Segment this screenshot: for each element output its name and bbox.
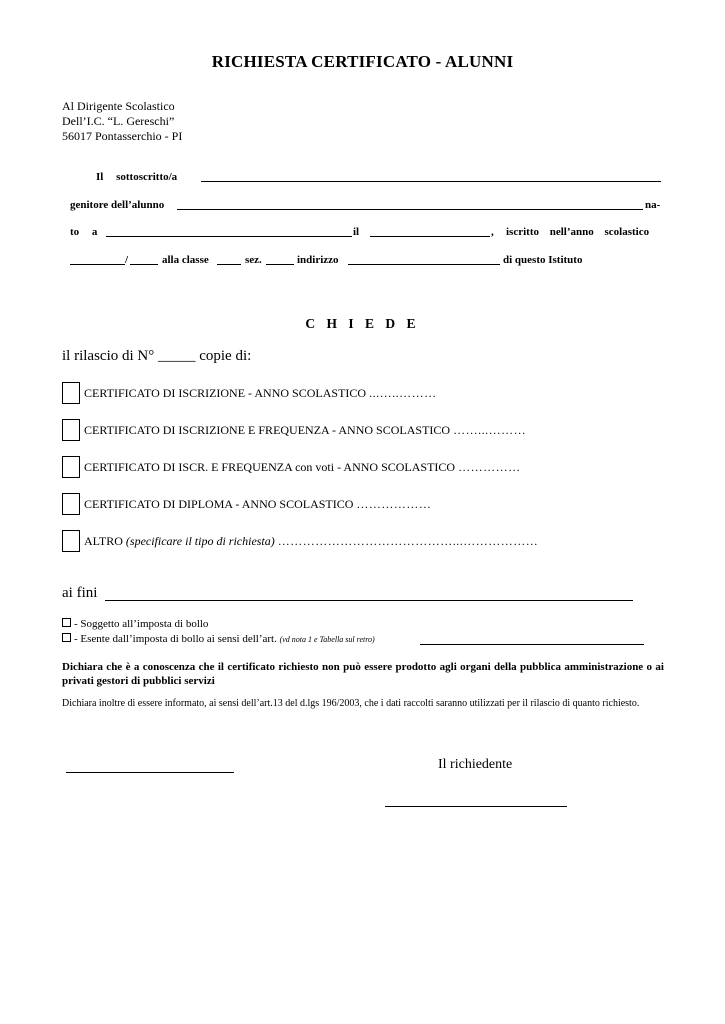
ai-fini-label: ai fini [62, 585, 98, 601]
classe-field[interactable] [217, 264, 241, 265]
nato-a-label: to a [70, 226, 98, 238]
slash-label: / [125, 254, 129, 266]
dichiara-conoscenza: Dichiara che è a conoscenza che il certificato richiesto non può essere prodotto agli organi della pubblica amministrazione o ai privati gestori di pubblici servizi [62, 661, 664, 687]
bollo-esente-label: - Esente dall’imposta di bollo ai sensi dell’art. [74, 633, 277, 645]
option-label: CERTIFICATO DI ISCRIZIONE - ANNO SCOLASTICO [84, 386, 367, 400]
recipient-line-2: Dell’I.C. “L. Gereschi” [62, 114, 175, 128]
luogo-nascita-field[interactable] [106, 236, 352, 237]
option-dots: ……...……… [453, 423, 527, 437]
option-checkbox-diploma[interactable] [62, 493, 80, 515]
page-title: RICHIESTA CERTIFICATO - ALUNNI [211, 52, 514, 71]
comma-label: , [491, 226, 494, 238]
firma-field[interactable] [385, 806, 567, 807]
bollo-soggetto-checkbox[interactable] [62, 618, 71, 627]
richiedente-label: Il richiedente [438, 757, 513, 772]
nato-hyphen-label: na- [645, 199, 661, 211]
option-label: CERTIFICATO DI ISCR. E FREQUENZA con voti - ANNO SCOLASTICO [84, 460, 456, 474]
recipient-line-1: Al Dirigente Scolastico [62, 99, 175, 113]
il-label: il [353, 226, 360, 238]
bollo-esente-note: (vd nota 1 e Tabella sul retro) [279, 635, 375, 644]
genitore-label: genitore dell’alunno [70, 199, 165, 211]
altro-dots: ……………………………………...……………… [277, 534, 539, 548]
option-checkbox-frequenza-voti[interactable] [62, 456, 80, 478]
sez-label: sez. [245, 254, 262, 266]
option-iscrizione [84, 386, 437, 401]
option-label: CERTIFICATO DI DIPLOMA - ANNO SCOLASTICO [84, 497, 354, 511]
option-frequenza-voti [84, 460, 521, 475]
altro-label: ALTRO [84, 534, 123, 548]
sottoscritto-label: Il sottoscritto/a [96, 171, 178, 183]
rilascio-text: il rilascio di N° _____ copie di: [62, 348, 252, 364]
alunno-name-field[interactable] [177, 209, 643, 210]
option-label: CERTIFICATO DI ISCRIZIONE E FREQUENZA - ANNO SCOLASTICO [84, 423, 451, 437]
sottoscritto-field[interactable] [201, 181, 661, 182]
iscritto-label: iscritto nell’anno scolastico [506, 226, 650, 238]
anno-fine-field[interactable] [130, 264, 158, 265]
recipient-line-3: 56017 Pontasserchio - PI [62, 129, 183, 143]
bollo-esente [62, 633, 375, 645]
bollo-esente-checkbox[interactable] [62, 633, 71, 642]
istituto-label: di questo Istituto [503, 254, 583, 266]
option-dots: ...…..……… [369, 386, 437, 400]
indirizzo-field[interactable] [348, 264, 500, 265]
option-iscrizione-frequenza [84, 423, 526, 438]
ai-fini-field[interactable] [105, 600, 633, 601]
bollo-esente-field[interactable] [420, 644, 644, 645]
option-altro [84, 534, 538, 549]
option-dots: ……………… [356, 497, 432, 511]
option-checkbox-altro[interactable] [62, 530, 80, 552]
bollo-soggetto [62, 618, 208, 630]
data-nascita-field[interactable] [370, 236, 490, 237]
bollo-soggetto-label: - Soggetto all’imposta di bollo [74, 618, 209, 630]
option-diploma [84, 497, 431, 512]
altro-hint: (specificare il tipo di richiesta) [125, 534, 275, 548]
data-luogo-field[interactable] [66, 772, 234, 773]
dichiara-privacy: Dichiara inoltre di essere informato, ai sensi dell’art.13 del d.lgs 196/2003, che i dati raccolti saranno utilizzati per il rilascio di quanto richiesto. [62, 698, 640, 709]
option-checkbox-iscrizione-frequenza[interactable] [62, 419, 80, 441]
anno-inizio-field[interactable] [70, 264, 125, 265]
sezione-field[interactable] [266, 264, 294, 265]
indirizzo-label: indirizzo [297, 254, 339, 266]
option-checkbox-iscrizione[interactable] [62, 382, 80, 404]
option-dots: …………… [458, 460, 521, 474]
classe-label: alla classe [162, 254, 209, 266]
chiede-heading: C H I E D E [305, 316, 420, 331]
